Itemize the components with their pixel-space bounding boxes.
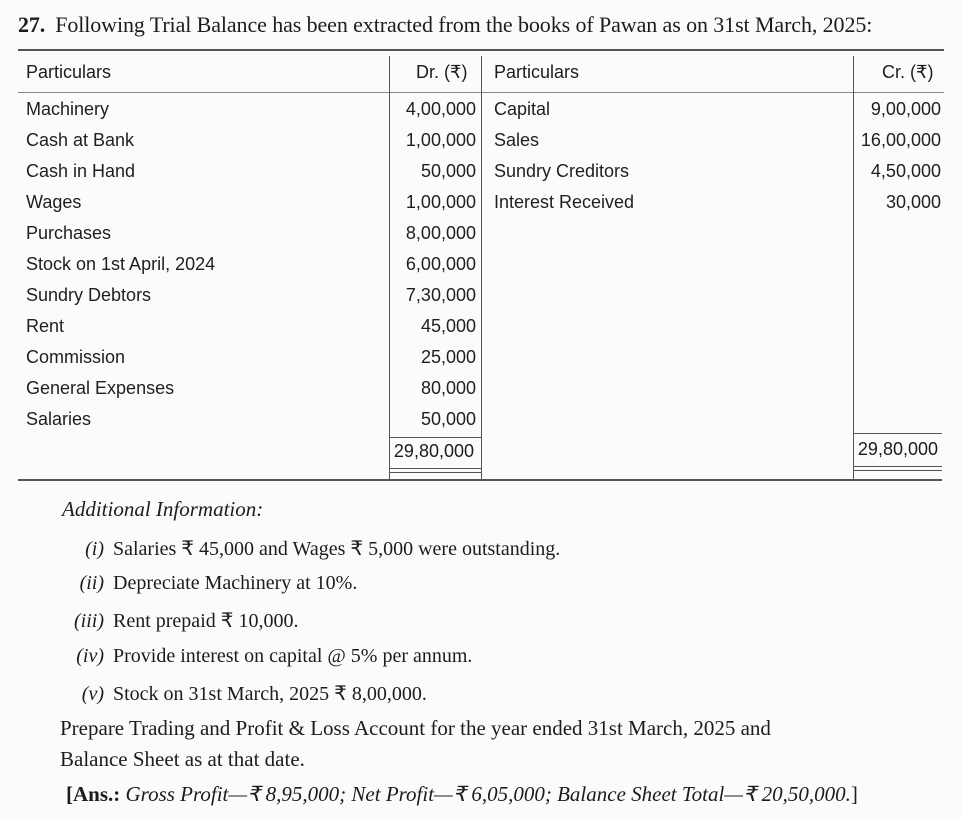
header-particulars-right: Particulars: [494, 62, 580, 82]
credit-total-top-rule: [854, 433, 942, 434]
info-item: [62, 681, 427, 706]
debit-particular: General Expenses: [26, 378, 175, 398]
debit-particular: Commission: [26, 347, 126, 367]
debit-particular: Stock on 1st April, 2024: [26, 254, 216, 274]
debit-amount: 50,000: [420, 409, 476, 429]
info-label: (i): [85, 538, 104, 560]
question-title: [18, 12, 953, 38]
question-number: 27.: [18, 12, 46, 37]
debit-amount: 8,00,000: [405, 223, 476, 243]
credit-amount-column: [852, 94, 941, 218]
credit-particular: Sales: [494, 130, 540, 150]
additional-info-heading: Additional Information:: [62, 497, 264, 521]
debit-particular: Cash in Hand: [26, 161, 136, 181]
debit-total-top-rule: [390, 437, 481, 438]
debit-particular: Machinery: [26, 99, 110, 119]
info-label: (ii): [79, 572, 104, 594]
debit-amount: 7,30,000: [405, 285, 476, 305]
answer-line: [66, 782, 858, 807]
credit-total: 29,80,000: [857, 439, 938, 459]
credit-particular: Interest Received: [494, 192, 635, 212]
debit-particular: Sundry Debtors: [26, 285, 152, 305]
credit-amount: 16,00,000: [860, 130, 941, 150]
answer-open-bracket: [: [66, 782, 73, 806]
instruction-line-1: Prepare Trading and Profit & Loss Account for the year ended 31st March, 2025 and: [60, 716, 771, 740]
debit-amount-column: [390, 94, 476, 435]
header-credit: Cr. (₹): [882, 62, 934, 82]
info-item: [62, 645, 472, 668]
info-text: Depreciate Machinery at 10%.: [113, 572, 358, 594]
answer-label: Ans.:: [73, 782, 121, 806]
debit-particular: Wages: [26, 192, 82, 212]
credit-amount: 30,000: [885, 192, 941, 212]
table-bottom-rule: [18, 479, 942, 481]
info-label: (iv): [76, 645, 104, 667]
debit-particular: Rent: [26, 316, 65, 336]
table-top-rule: [18, 49, 944, 51]
question-text: Following Trial Balance has been extracted from the books of Pawan as on 31st March, 2025:: [55, 12, 873, 37]
debit-amount: 1,00,000: [405, 192, 476, 212]
answer-text: Gross Profit—₹ 8,95,000; Net Profit—₹ 6,05,000; Balance Sheet Total—₹ 20,50,000.: [125, 782, 851, 806]
debit-amount: 50,000: [420, 161, 476, 181]
debit-particular: Salaries: [26, 409, 92, 429]
credit-total-double-rule: [854, 466, 942, 471]
debit-amount: 4,00,000: [405, 99, 476, 119]
debit-amount: 6,00,000: [405, 254, 476, 274]
debit-particulars-column: [26, 94, 386, 435]
divider-dr-right: [481, 56, 482, 480]
debit-amount: 1,00,000: [405, 130, 476, 150]
info-text: Provide interest on capital @ 5% per annum.: [113, 645, 473, 667]
debit-total-double-rule: [390, 468, 481, 473]
info-text: Rent prepaid ₹ 10,000.: [113, 610, 299, 632]
info-item: [62, 572, 357, 595]
info-text: Salaries ₹ 45,000 and Wages ₹ 5,000 were outstanding.: [113, 538, 561, 560]
credit-particular: Capital: [494, 99, 551, 119]
instruction-line-2: Balance Sheet as at that date.: [60, 747, 305, 771]
info-label: (iii): [74, 610, 104, 632]
debit-particular: Purchases: [26, 223, 112, 243]
header-particulars-left: Particulars: [26, 62, 112, 82]
debit-amount: 45,000: [420, 316, 476, 336]
debit-amount: 80,000: [420, 378, 476, 398]
info-text: Stock on 31st March, 2025 ₹ 8,00,000.: [113, 683, 427, 705]
credit-particular: Sundry Creditors: [494, 161, 630, 181]
info-label: (v): [81, 683, 104, 705]
info-item: [62, 608, 298, 633]
info-item: [62, 536, 560, 561]
answer-close-bracket: ]: [850, 782, 858, 806]
credit-amount: 4,50,000: [870, 161, 941, 181]
debit-total: 29,80,000: [393, 441, 474, 461]
credit-particulars-column: [494, 94, 844, 218]
debit-amount: 25,000: [420, 347, 476, 367]
debit-particular: Cash at Bank: [26, 130, 135, 150]
credit-amount: 9,00,000: [870, 99, 941, 119]
header-debit: Dr. (₹): [416, 62, 468, 82]
